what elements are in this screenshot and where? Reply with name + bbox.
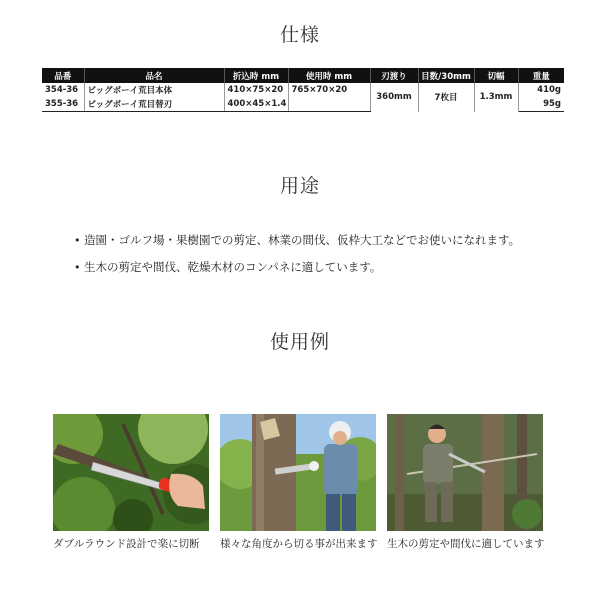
example-caption: 生木の剪定や間伐に適しています [387, 538, 545, 550]
use-heading: 用途 [279, 175, 320, 197]
cell-kerf: 1.3mm [474, 83, 518, 112]
cell-code: 355-36 [42, 97, 84, 112]
cell-weight: 410g [537, 85, 561, 95]
header-in-use: 使用時 mm [288, 68, 370, 83]
example-caption: ダブルラウンド設計で楽に切断 [53, 538, 200, 550]
cell-in-use: 765×70×20 [288, 83, 370, 97]
header-folded: 折込時 mm [224, 68, 288, 83]
example-photo-branch-cut [53, 414, 209, 531]
example-caption: 様々な角度から切る事が出来ます [220, 538, 378, 550]
list-item [74, 227, 520, 254]
cell-name: ビッグボーイ荒目本体 [84, 83, 224, 97]
use-text: 生木の剪定や間伐、乾燥木材のコンパネに適しています。 [84, 260, 382, 274]
cell-folded: 400×45×1.4 [224, 97, 288, 112]
header-name: 品名 [84, 68, 224, 83]
header-weight: 重量 [518, 68, 564, 83]
cell-code: 354-36 [42, 83, 84, 97]
example-heading: 使用例 [269, 331, 330, 353]
header-code: 品番 [42, 68, 84, 83]
spec-heading: 仕様 [279, 24, 320, 46]
cell-teeth: 7枚目 [418, 83, 474, 112]
example-photo-trunk-cut [220, 414, 376, 531]
cell-blade-length: 360mm [370, 83, 418, 112]
bullet-icon: • [74, 234, 81, 247]
spec-header-row [42, 68, 564, 83]
header-kerf: 切幅 [474, 68, 518, 83]
cell-in-use [288, 97, 370, 112]
use-list [74, 227, 520, 281]
cell-folded: 410×75×20 [224, 83, 288, 97]
bullet-icon: • [74, 261, 81, 274]
example-photo-forest-pruning [387, 414, 543, 531]
list-item [74, 254, 520, 281]
header-teeth: 目数/30mm [418, 68, 474, 83]
table-row [42, 83, 564, 97]
spec-table [42, 68, 564, 112]
header-blade-length: 刃渡り [370, 68, 418, 83]
cell-name: ビッグボーイ荒目替刃 [84, 97, 224, 112]
use-text: 造園・ゴルフ場・果樹園での剪定、林業の間伐、仮枠大工などでお使いになれます。 [84, 233, 521, 247]
cell-weight: 95g [518, 97, 564, 112]
